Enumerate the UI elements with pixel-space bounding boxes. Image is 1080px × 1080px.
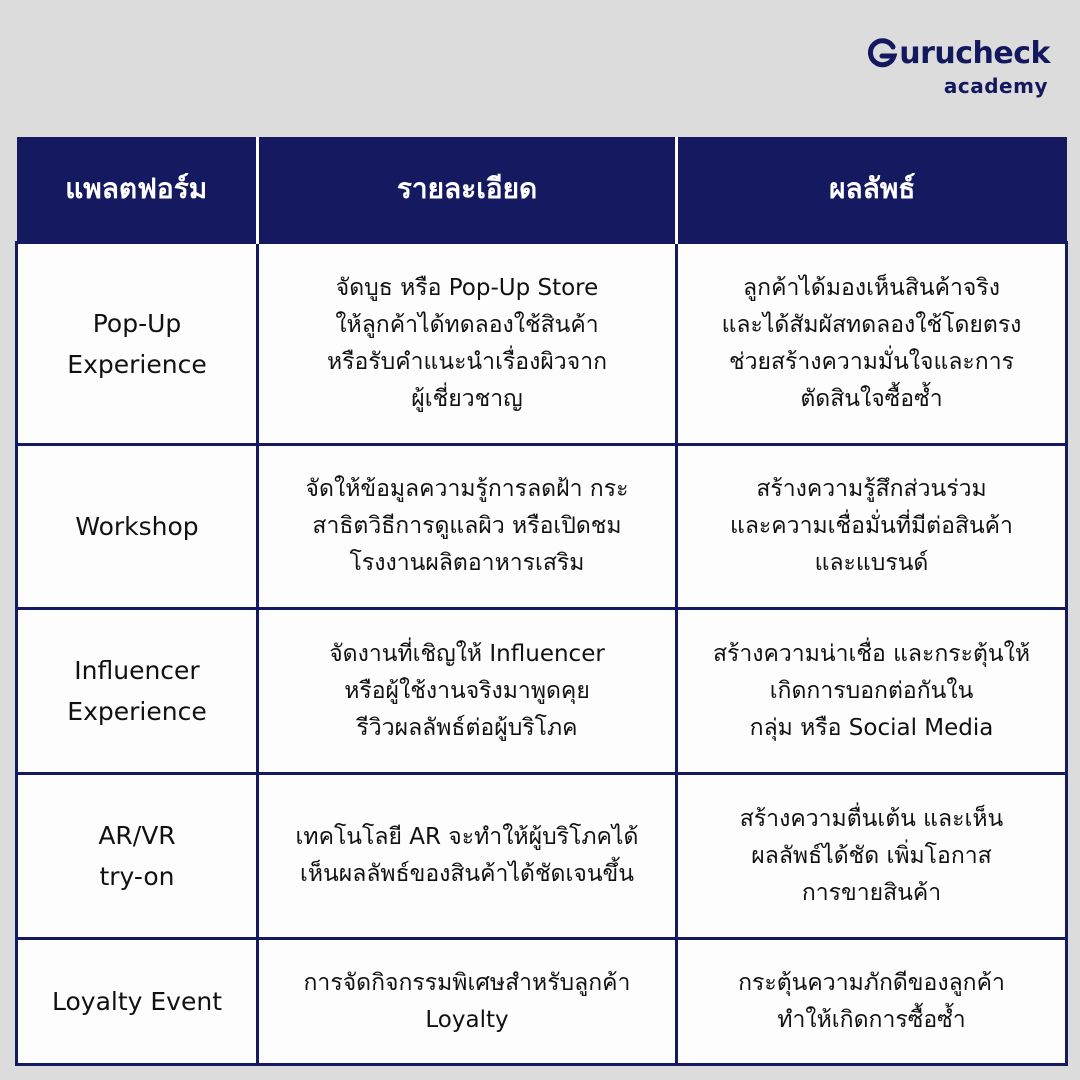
detail-cell: เทคโนโลยี AR จะทำให้ผู้บริโภคได้ เห็นผลลัพธ์ของสินค้าได้ชัดเจนขึ้น [258, 774, 677, 939]
platform-cell: AR/VR try-on [17, 774, 258, 939]
detail-cell: จัดให้ข้อมูลความรู้การลดฝ้า กระ สาธิตวิธีการดูแลผิว หรือเปิดชม โรงงานผลิตอาหารเสริม [258, 445, 677, 609]
table-row [17, 609, 1067, 774]
table-row [17, 939, 1067, 1065]
platform-cell: Loyalty Event [17, 939, 258, 1065]
brand-name: urucheck [899, 36, 1050, 71]
result-cell: ลูกค้าได้มองเห็นสินค้าจริง และได้สัมผัสทดลองใช้โดยตรง ช่วยสร้างความมั่นใจและการ ตัดสินใจซื้อซ้ำ [677, 243, 1067, 445]
brand-sub: academy [943, 74, 1048, 98]
logo-g-icon [867, 38, 897, 68]
header-platform: แพลตฟอร์ม [17, 137, 258, 243]
detail-cell: จัดงานที่เชิญให้ Influencer หรือผู้ใช้งานจริงมาพูดคุย รีวิวผลลัพธ์ต่อผู้บริโภค [258, 609, 677, 774]
result-cell: สร้างความตื่นเต้น และเห็น ผลลัพธ์ได้ชัด เพิ่มโอกาส การขายสินค้า [677, 774, 1067, 939]
table-row [17, 445, 1067, 609]
table-row [17, 774, 1067, 939]
header-row [17, 137, 1067, 243]
table-row [17, 243, 1067, 445]
platform-cell: Workshop [17, 445, 258, 609]
platform-cell: Influencer Experience [17, 609, 258, 774]
platform-table [15, 137, 1068, 1066]
header-result: ผลลัพธ์ [677, 137, 1067, 243]
brand-logo [835, 36, 1050, 106]
result-cell: สร้างความรู้สึกส่วนร่วม และความเชื่อมั่นที่มีต่อสินค้า และแบรนด์ [677, 445, 1067, 609]
header-detail: รายละเอียด [258, 137, 677, 243]
platform-cell: Pop-Up Experience [17, 243, 258, 445]
result-cell: กระตุ้นความภักดีของลูกค้า ทำให้เกิดการซื้อซ้ำ [677, 939, 1067, 1065]
result-cell: สร้างความน่าเชื่อ และกระตุ้นให้ เกิดการบอกต่อกันใน กลุ่ม หรือ Social Media [677, 609, 1067, 774]
detail-cell: จัดบูธ หรือ Pop-Up Store ให้ลูกค้าได้ทดลองใช้สินค้า หรือรับคำแนะนำเรื่องผิวจาก ผู้เชี่ยวชาญ [258, 243, 677, 445]
detail-cell: การจัดกิจกรรมพิเศษสำหรับลูกค้า Loyalty [258, 939, 677, 1065]
